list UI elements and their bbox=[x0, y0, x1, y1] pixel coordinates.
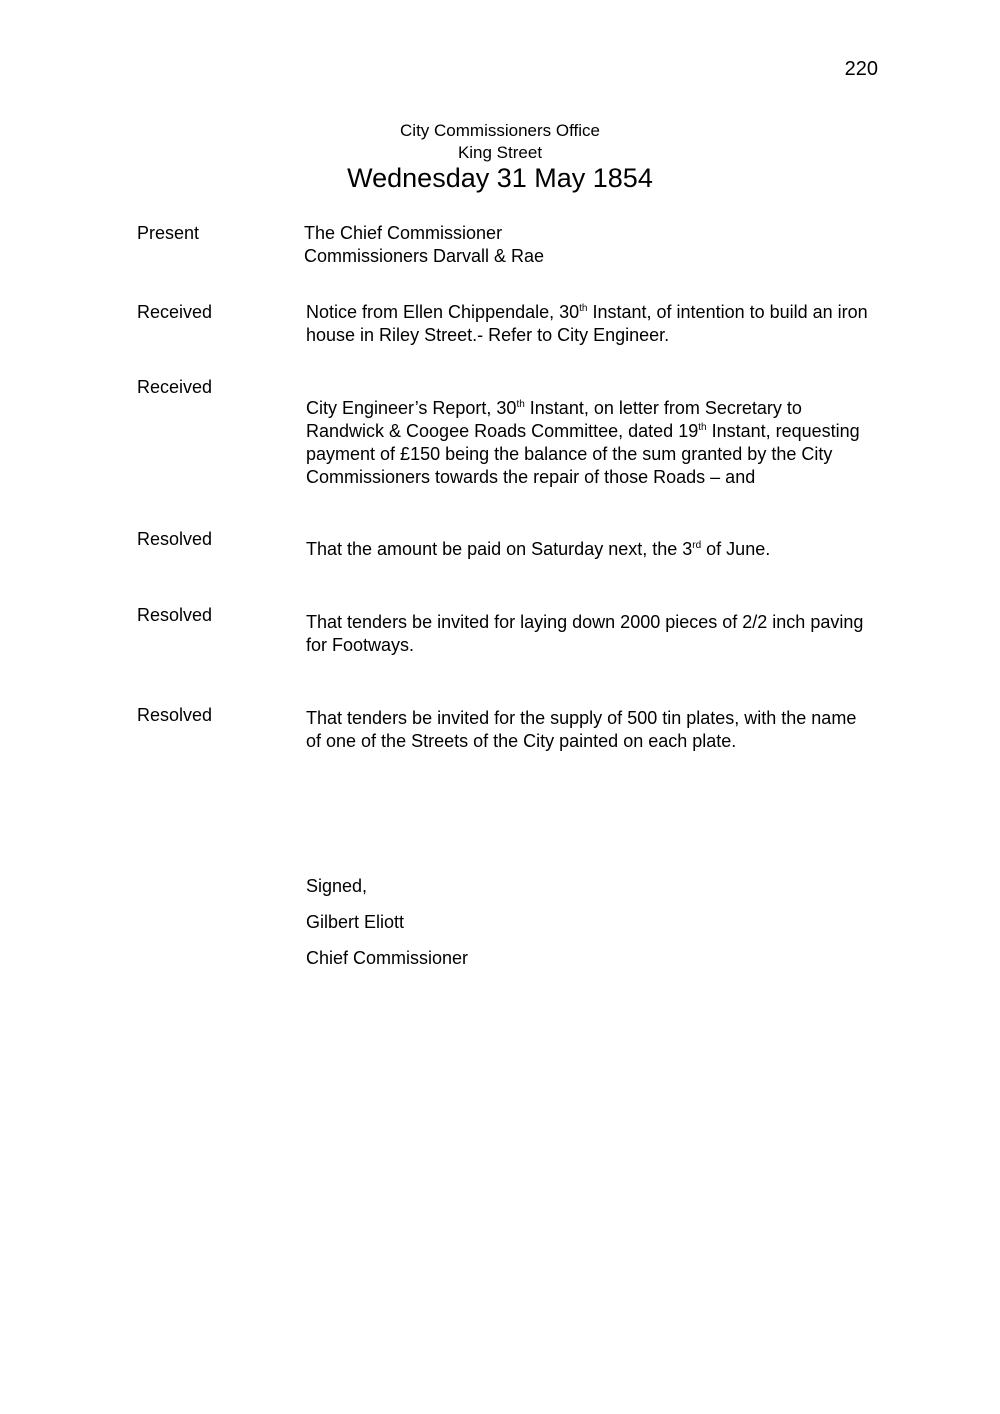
entry-line: of one of the Streets of the City painted on each plate. bbox=[306, 731, 737, 751]
signatory-title: Chief Commissioner bbox=[306, 948, 469, 968]
page-number: 220 bbox=[844, 58, 878, 80]
present-label: Present bbox=[137, 223, 200, 243]
entry-line: City Engineer’s Report, 30th Instant, on letter from Secretary to bbox=[306, 398, 802, 418]
entry-line: Randwick & Coogee Roads Committee, dated 19th Instant, requesting bbox=[306, 421, 860, 441]
present-list bbox=[304, 222, 544, 268]
entry-line: Commissioners towards the repair of those Roads – and bbox=[306, 467, 756, 487]
present-member: Commissioners Darvall & Rae bbox=[304, 246, 545, 266]
entry-text bbox=[306, 397, 860, 489]
entry-line: That tenders be invited for the supply of 500 tin plates, with the name bbox=[306, 708, 857, 728]
entry-line: for Footways. bbox=[306, 635, 415, 655]
office-street: King Street bbox=[457, 143, 543, 162]
entry-label: Received bbox=[137, 302, 213, 322]
entry-label: Resolved bbox=[137, 529, 213, 549]
entry-label: Received bbox=[137, 377, 213, 397]
signed-label: Signed, bbox=[306, 876, 368, 896]
entry-text bbox=[306, 538, 770, 561]
entry-label: Resolved bbox=[137, 705, 213, 725]
entry-text bbox=[306, 707, 856, 753]
entry-line: That the amount be paid on Saturday next, the 3rd of June. bbox=[306, 539, 771, 559]
meeting-date: Wednesday 31 May 1854 bbox=[347, 163, 653, 193]
entry-line: Notice from Ellen Chippendale, 30th Instant, of intention to build an iron bbox=[306, 302, 868, 322]
entry-line: That tenders be invited for laying down 2000 pieces of 2/2 inch paving bbox=[306, 612, 864, 632]
entry-line: house in Riley Street.- Refer to City Engineer. bbox=[306, 325, 670, 345]
present-member: The Chief Commissioner bbox=[304, 223, 503, 243]
entry-text bbox=[306, 611, 863, 657]
entry-label: Resolved bbox=[137, 605, 213, 625]
office-name: City Commissioners Office bbox=[400, 121, 600, 140]
signatory-name: Gilbert Eliott bbox=[306, 912, 405, 932]
entry-text bbox=[306, 301, 868, 347]
entry-line: payment of £150 being the balance of the sum granted by the City bbox=[306, 444, 833, 464]
